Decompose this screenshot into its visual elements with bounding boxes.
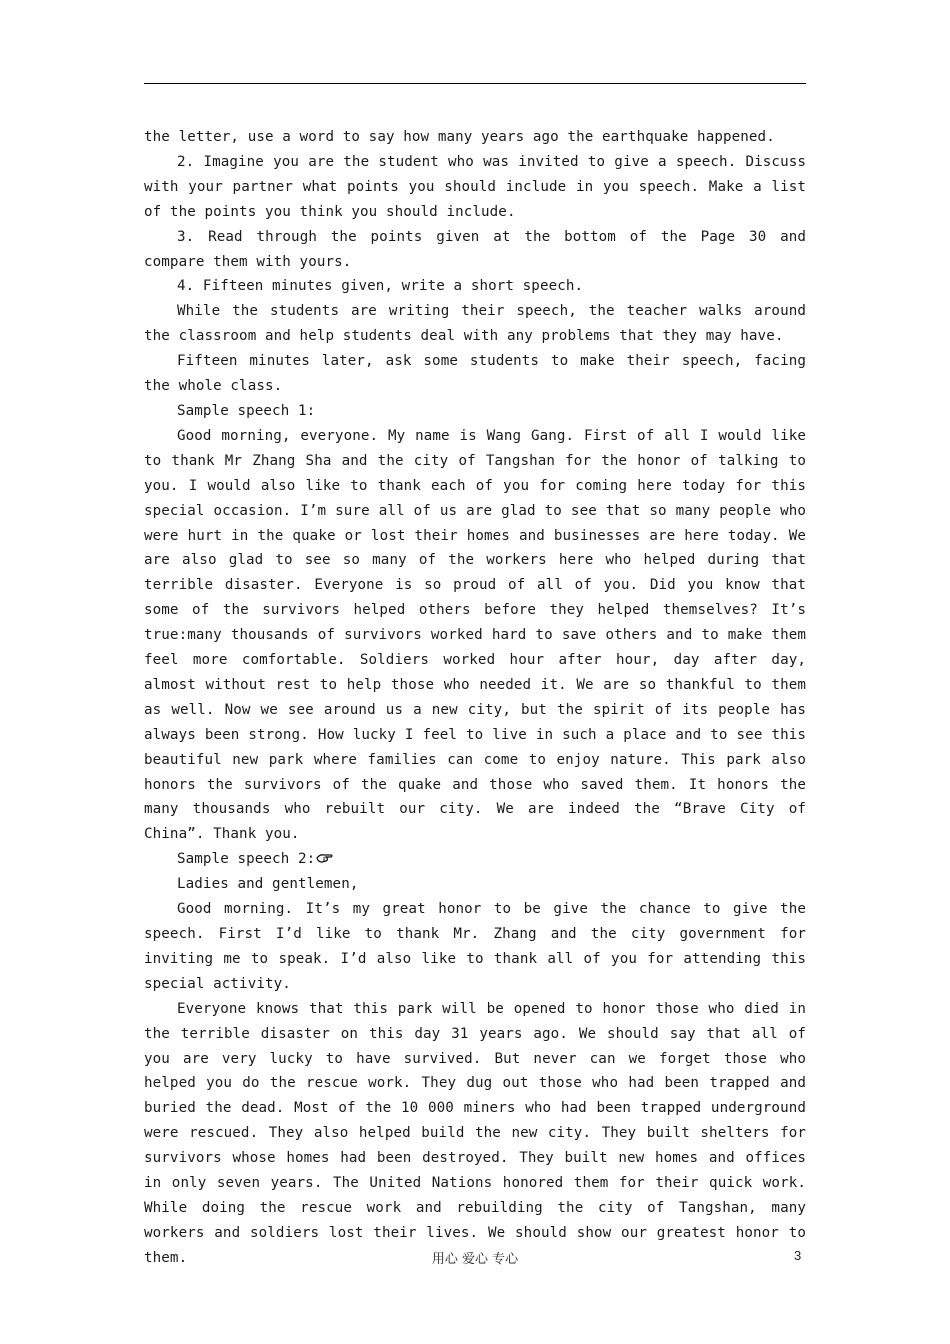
paragraph-fifteen-minutes-later: Fifteen minutes later, ask some students to make their speech, facing the whole class. bbox=[144, 353, 806, 395]
footer-motto: 用心 爱心 专心 bbox=[431, 1252, 519, 1267]
paragraph-step-2: 2. Imagine you are the student who was invited to give a speech. Discuss with your partner what points you should include in you speech. Make a list of the points you think you should include. bbox=[144, 153, 806, 220]
sample-speech-1-heading: Sample speech 1: bbox=[177, 402, 316, 419]
page-number: 3 bbox=[794, 1248, 802, 1263]
paragraph-teacher-walks: While the students are writing their speech, the teacher walks around the classroom and help students deal with any problems that they may have. bbox=[144, 303, 806, 345]
sample-speech-2-heading: Sample speech 2: bbox=[177, 851, 316, 868]
pointing-hand-icon bbox=[316, 852, 334, 864]
paragraph-continuation: the letter, use a word to say how many years ago the earthquake happened. bbox=[144, 129, 775, 145]
header-rule bbox=[144, 83, 806, 84]
sample-speech-2-opening: Good morning. It’s my great honor to be give the chance to give the speech. First I’d like to thank Mr. Zhang and the city government for inviting me to speak. I’d also like to thank all of you for attending this special activity. bbox=[144, 901, 806, 992]
paragraph-step-3: 3. Read through the points given at the bottom of the Page 30 and compare them with yours. bbox=[144, 228, 806, 270]
sample-speech-1-body: Good morning, everyone. My name is Wang Gang. First of all I would like to thank Mr Zhang Sha and the city of Tangshan for the honor of talking to you. I would also like to thank each of you for coming here today for this special occasion. I’m sure all of us are glad to see that so many people who were hurt in the quake or lost their homes and businesses are here today. We are also glad to see so many of the workers here who helped during that terrible disaster. Everyone is so proud of all of you. Did you know that some of the survivors helped others before they helped themselves? It’s true:many thousands of survivors worked hard to save others and to make them feel more comfortable. Soldiers worked hour after hour, day after day, almost without rest to help those who needed it. We are so thankful to them as well. Now we see around us a new city, but the spirit of its people has always been strong. How lucky I feel to live in such a place and to see this beautiful new park where families can come to enjoy nature. This park also honors the survivors of the quake and those who saved them. It honors the many thousands who rebuilt our city. We are indeed the “Brave City of China”. Thank you. bbox=[144, 427, 806, 843]
body-text bbox=[144, 125, 806, 1271]
paragraph-step-4: 4. Fifteen minutes given, write a short speech. bbox=[177, 278, 584, 295]
salutation: Ladies and gentlemen, bbox=[177, 876, 359, 893]
sample-speech-2-heading-line bbox=[144, 847, 806, 872]
sample-speech-2-body: Everyone knows that this park will be opened to honor those who died in the terrible disaster on this day 31 years ago. We should say that all of you are very lucky to have survived. But never can we forget those who helped you do the rescue work. They dug out those who had been trapped and buried the dead. Most of the 10 000 miners who had been trapped underground were rescued. They also helped build the new city. They built shelters for survivors whose homes had been destroyed. They built new homes and offices in only seven years. The United Nations honored them for their quick work. While doing the rescue work and rebuilding the city of Tangshan, many workers and soldiers lost their lives. We should show our greatest honor to them. bbox=[144, 1000, 806, 1266]
